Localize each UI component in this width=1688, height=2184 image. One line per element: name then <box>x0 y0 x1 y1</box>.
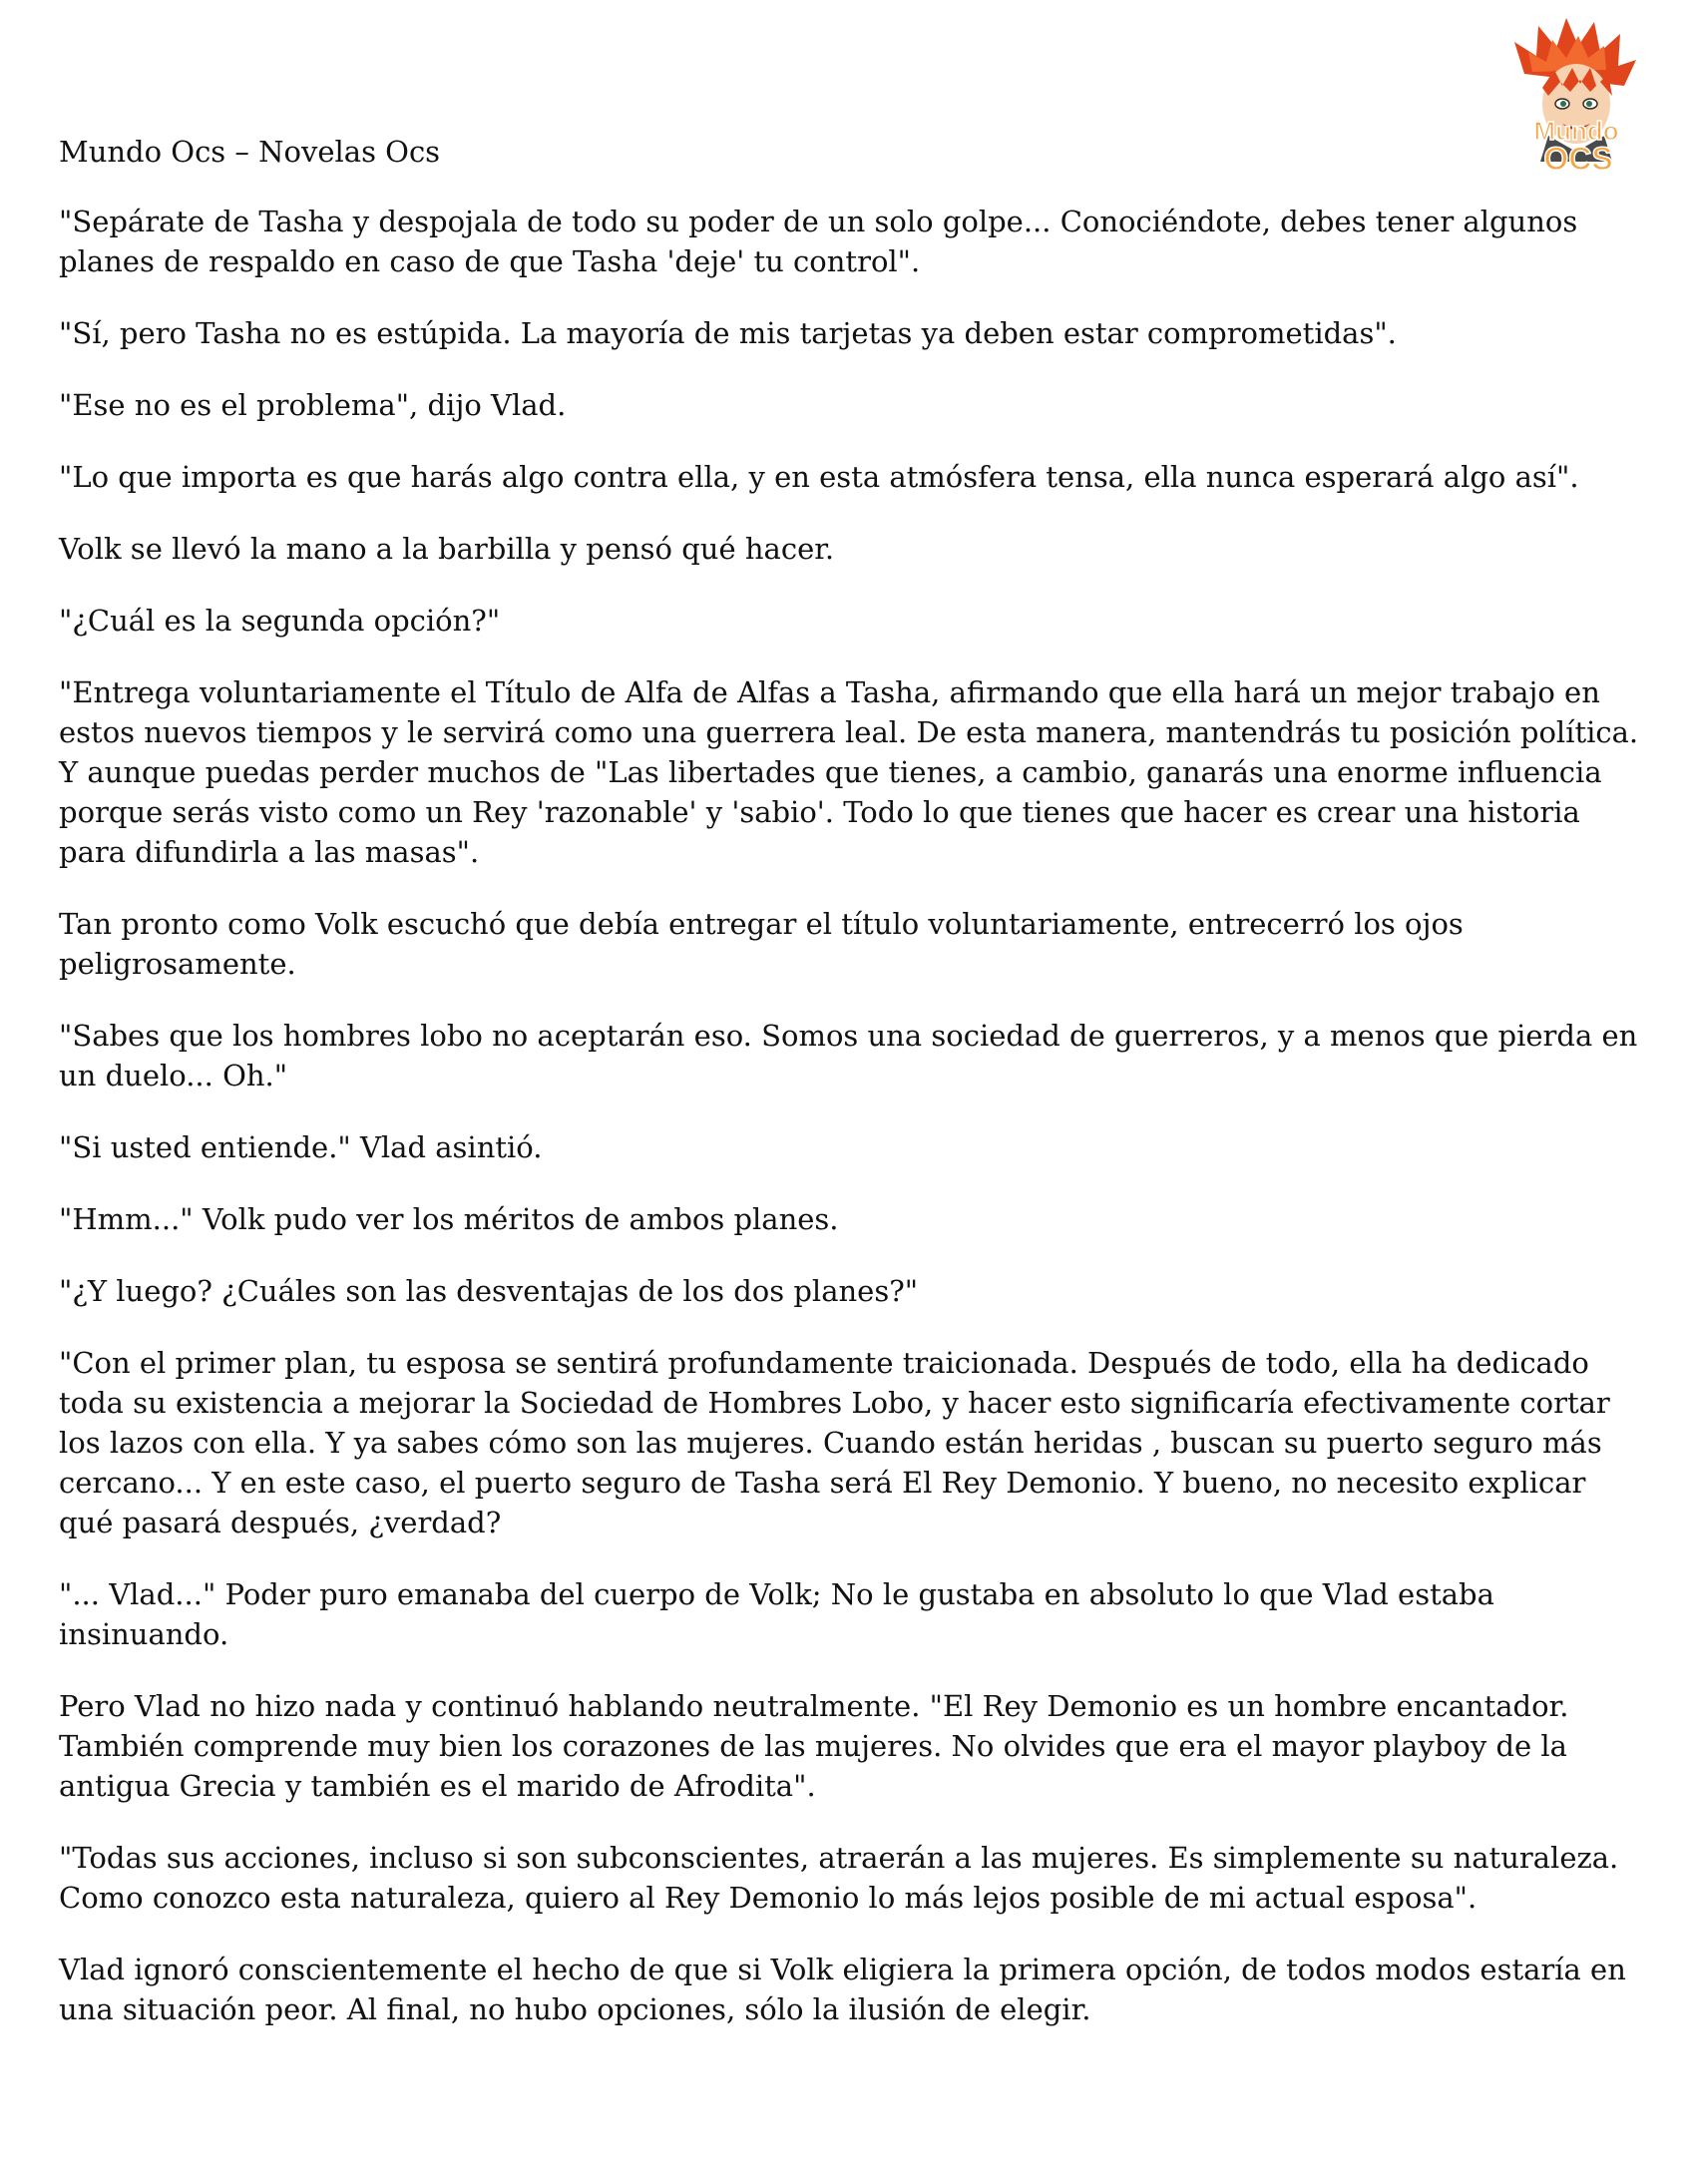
logo-text-top: Mundo <box>1533 116 1619 146</box>
paragraph-9: "Sabes que los hombres lobo no aceptarán eso. Somos una sociedad de guerreros, y a menos que pierda en un duelo... Oh." <box>59 1019 1638 1092</box>
paragraph-3: "Ese no es el problema", dijo Vlad. <box>59 388 567 422</box>
paragraph-2: "Sí, pero Tasha no es estúpida. La mayoría de mis tarjetas ya deben estar comprometidas". <box>59 316 1397 350</box>
paragraph-15: Pero Vlad no hizo nada y continuó hablando neutralmente. "El Rey Demonio es un hombre encantador. También comprende muy bien los corazones de las mujeres. No olvides que era el mayor playboy de la antigua Grecia y también es el marido de Afrodita". <box>59 1689 1569 1803</box>
page-header: Mundo Ocs – Novelas Ocs <box>59 135 441 169</box>
paragraph-10: "Si usted entiende." Vlad asintió. <box>59 1130 543 1164</box>
paragraph-1: "Sepárate de Tasha y despojala de todo su poder de un solo golpe... Conociéndote, debes tener algunos planes de respaldo en caso de que Tasha 'deje' tu control". <box>59 205 1578 278</box>
paragraph-11: "Hmm..." Volk pudo ver los méritos de ambos planes. <box>59 1202 839 1236</box>
paragraph-13: "Con el primer plan, tu esposa se sentirá profundamente traicionada. Después de todo, ella ha dedicado toda su existencia a mejorar la Sociedad de Hombres Lobo, y hacer esto significaría efectivamente cortar los lazos con ella. Y ya sabes cómo son las mujeres. Cuando están heridas , buscan su puerto seguro más cercano... Y en este caso, el puerto seguro de Tasha será El Rey Demonio. Y bueno, no necesito explicar qué pasará después, ¿verdad? <box>59 1346 1610 1539</box>
paragraph-14: "... Vlad..." Poder puro emanaba del cuerpo de Volk; No le gustaba en absoluto lo que Vlad estaba insinuando. <box>59 1577 1494 1651</box>
logo-text-bottom: OCS <box>1543 141 1613 177</box>
paragraph-17: Vlad ignoró conscientemente el hecho de que si Volk eligiera la primera opción, de todos modos estaría en una situación peor. Al final, no hubo opciones, sólo la ilusión de elegir. <box>59 1953 1626 2026</box>
paragraph-16: "Todas sus acciones, incluso si son subconscientes, atraerán a las mujeres. Es simplemente su naturaleza. Como conozco esta naturaleza, quiero al Rey Demonio lo más lejos posible de mi actual esposa". <box>59 1841 1619 1915</box>
paragraph-8: Tan pronto como Volk escuchó que debía entregar el título voluntariamente, entrecerró los ojos peligrosamente. <box>59 907 1464 981</box>
paragraph-5: Volk se llevó la mano a la barbilla y pensó qué hacer. <box>59 532 835 566</box>
document-body <box>59 132 1645 2061</box>
paragraph-6: "¿Cuál es la segunda opción?" <box>59 604 501 638</box>
paragraph-4: "Lo que importa es que harás algo contra ella, y en esta atmósfera tensa, ella nunca esperará algo así". <box>59 460 1579 494</box>
paragraph-7: "Entrega voluntariamente el Título de Alfa de Alfas a Tasha, afirmando que ella hará un mejor trabajo en estos nuevos tiempos y le servirá como una guerrera leal. De esta manera, mantendrás tu posición política. Y aunque puedas perder muchos de "Las libertades que tienes, a cambio, ganarás una enorme influencia porque serás visto como un Rey 'razonable' y 'sabio'. Todo lo que tienes que hacer es crear una historia para difundirla a las masas". <box>59 675 1639 869</box>
paragraph-12: "¿Y luego? ¿Cuáles son las desventajas de los dos planes?" <box>59 1274 919 1308</box>
